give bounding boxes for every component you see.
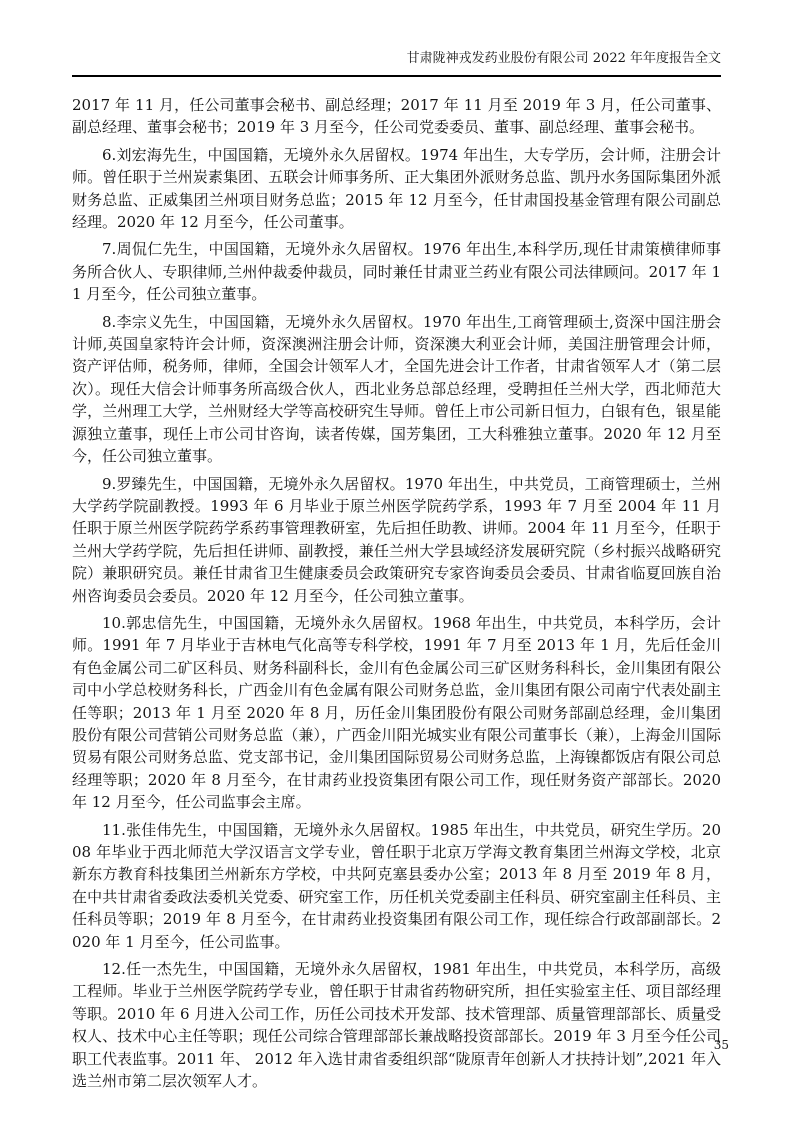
paragraph-bio-6: 6.刘宏海先生，中国国籍，无境外永久居留权。1974 年出生，大专学历，会计师，注册会计师。曾任职于兰州炭素集团、五联会计师事务所、正大集团外派财务总监、凯丹水务国际集团外派财务总监、正威集团兰州项目财务总监；2015 年 12 月至今，任甘肃国投基金管理有限公司副总经理。2020 年 12 月至今，任公司董事。 — [72, 145, 721, 232]
paragraph-continuation: 2017 年 11 月，任公司董事会秘书、副总经理；2017 年 11 月至 2019 年 3 月，任公司董事、副总经理、董事会秘书；2019 年 3 月至今，任公司党委委员、董事、副总经理、董事会秘书。 — [72, 96, 721, 137]
paragraph-bio-7: 7.周侃仁先生，中国国籍，无境外永久居留权。1976 年出生,本科学历,现任甘肃策横律师事务所合伙人、专职律师,兰州仲裁委仲裁员，同时兼任甘肃亚兰药业有限公司法律顾问。2017 年 11 月至今，任公司独立董事。 — [72, 240, 721, 304]
document-body — [72, 94, 721, 1097]
paragraph-bio-8: 8.李宗义先生，中国国籍，无境外永久居留权。1970 年出生,工商管理硕士,资深中国注册会计师,英国皇家特许会计师，资深澳洲注册会计师，资深澳大利亚会计师，美国注册管理会计师，资产评估师，税务师，律师，全国会计领军人才，全国先进会计工作者，甘肃省领军人才（第二层次）。现任大信会计师事务所高级合伙人，西北业务总部总经理，受聘担任兰州大学，西北师范大学，兰州理工大学，兰州财经大学等高校研究生导师。曾任上市公司新日恒力，白银有色，银星能源独立董事，现任上市公司甘咨询，读者传媒，国芳集团，工大科雅独立董事。2020 年 12 月至今，任公司独立董事。 — [72, 312, 721, 466]
header-title: 甘肃陇神戎发药业股份有限公司 2022 年年度报告全文 — [406, 51, 721, 66]
paragraph-bio-12: 12.任一杰先生，中国国籍，无境外永久居留权，1981 年出生，中共党员，本科学历，高级工程师。毕业于兰州医学院药学专业，曾任职于甘肃省药物研究所，担任实验室主任、项目部经理等职。2010 年 6 月进入公司工作，历任公司技术开发部、技术管理部、质量管理部部长、质量受权人、技术中心主任等职；现任公司综合管理部部长兼战略投资部部长。2019 年 3 月至今任公司职工代表监事。2011 年、 2012 年入选甘肃省委组织部“陇原青年创新人才扶持计划”,2021 年入选兰州市第二层次领军人才。 — [72, 960, 721, 1091]
page-header — [72, 50, 721, 77]
paragraph-bio-10: 10.郭忠信先生，中国国籍，无境外永久居留权。1968 年出生，中共党员，本科学历，会计师。1991 年 7 月毕业于吉林电气化高等专科学校，1991 年 7 月至 2013 年 1 月，先后任金川有色金属公司二矿区科员、财务科副科长，金川有色金属公司三矿区财务科科长，金川集团有限公司中小学总校财务科长，广西金川有色金属有限公司财务总监，金川集团有限公司南宁代表处副主任等职；2013 年 1 月至 2020 年 8 月，历任金川集团股份有限公司财务部副总经理，金川集团股份有限公司营销公司财务总监（兼），广西金川阳光城实业有限公司董事长（兼），上海金川国际贸易有限公司财务总监、党支部书记，金川集团国际贸易公司财务总监，上海镍都饭店有限公司总经理等职；2020 年 8 月至今，在甘肃药业投资集团有限公司工作，现任财务资产部部长。2020 年 12 月至今，任公司监事会主席。 — [72, 613, 721, 812]
page-number: 35 — [713, 1038, 729, 1052]
paragraph-bio-9: 9.罗臻先生，中国国籍，无境外永久居留权。1970 年出生，中共党员，工商管理硕士，兰州大学药学院副教授。1993 年 6 月毕业于原兰州医学院药学系，1993 年 7 月至 2004 年 11 月任职于原兰州医学院药学系药事管理教研室，先后担任助教、讲师。2004 年 11 月至今，任职于兰州大学药学院，先后担任讲师、副教授，兼任兰州大学县域经济发展研究院（乡村振兴战略研究院）兼职研究员。兼任甘肃省卫生健康委员会政策研究专家咨询委员会委员、甘肃省临夏回族自治州咨询委员会委员。2020 年 12 月至今，任公司独立董事。 — [72, 474, 721, 605]
paragraph-bio-11: 11.张佳伟先生，中国国籍，无境外永久居留权。1985 年出生，中共党员，研究生学历。2008 年毕业于西北师范大学汉语言文学专业，曾任职于北京万学海文教育集团兰州海文学校，北京新东方教育科技集团兰州新东方学校，中共阿克塞县委办公室；2013 年 8 月至 2019 年 8 月，在中共甘肃省委政法委机关党委、研究室工作，历任机关党委副主任科员、研究室副主任科员、主任科员等职；2019 年 8 月至今，在甘肃药业投资集团有限公司工作，现任综合行政部副部长。2020 年 1 月至今，任公司监事。 — [72, 820, 721, 951]
